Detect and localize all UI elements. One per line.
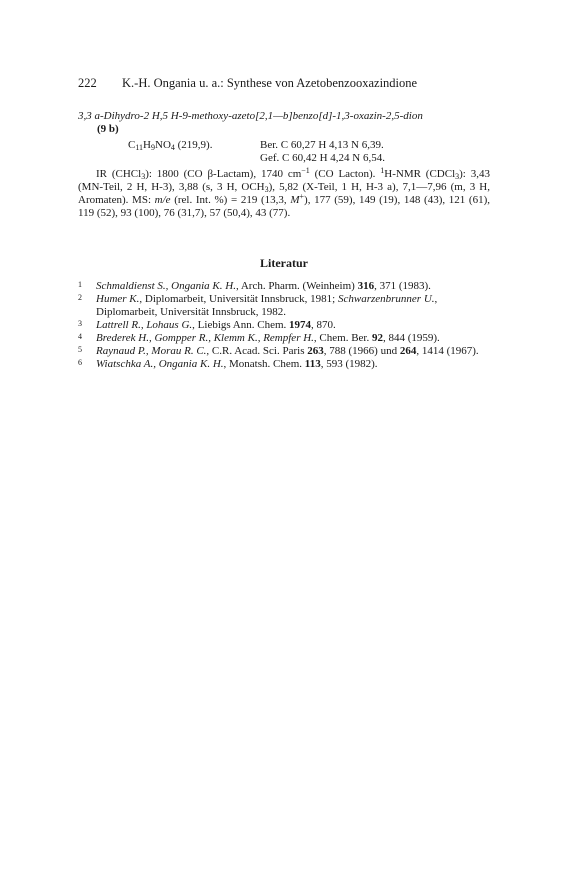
analysis-calc-row bbox=[128, 139, 385, 152]
molar-mass: (219,9). bbox=[177, 139, 213, 151]
reference-item: 6 Wiatschka A., Ongania K. H., Monatsh. Chem. 113, 593 (1982). bbox=[78, 358, 378, 370]
literature-heading: Literatur bbox=[260, 256, 308, 270]
found-values: Gef. C 60,42 H 4,24 N 6,54. bbox=[260, 152, 385, 164]
page-number: 222 bbox=[78, 76, 97, 90]
reference-list bbox=[78, 280, 490, 371]
reference-item: 5 Raynaud P., Morau R. C., C.R. Acad. Sci. Paris 263, 788 (1966) und 264, 1414 (1967). bbox=[78, 345, 479, 357]
running-header bbox=[78, 76, 498, 91]
reference-item: 3 Lattrell R., Lohaus G., Liebigs Ann. Chem. 1974, 870. bbox=[78, 319, 336, 331]
spectral-data: IR (CHCl$_3$): 1800 (CO β-Lactam), 1740 $cm^{-1}$ (CO Lacton). $^1$H-NMR (CDCl$_3$): 3,43 (MN-Teil, 2 H, H-3), 3,88 (s, 3 H, $OCH_3$), 5,82 (X-Teil, 1 H, H-3 a), 7,1—7,96 (m, 3 H, Aromaten). MS: m/e (rel. Int. %) = 219 (13,3, M+), 177 (59), 149 (19), 148 (43), 121 (61), 119 (52), 93 (100), 76 (31,7), 57 (50,4), 43 (77). bbox=[78, 166, 491, 219]
running-title: K.-H. Ongania u. a.: Synthese von Azetobenzooxazindione bbox=[122, 76, 418, 90]
molecular-formula: $C_{11}H_9NO_4$ (219,9). bbox=[128, 139, 213, 152]
reference-item: 1 Schmaldienst S., Ongania K. H., Arch. Pharm. (Weinheim) 316, 371 (1983). bbox=[78, 280, 431, 292]
compound-name: 3,3 a-Dihydro-2 H,5 H-9-methoxy-azeto[2,1—b]benzo[d]-1,3-oxazin-2,5-dion bbox=[78, 110, 423, 122]
calculated-values: Ber. C 60,27 H 4,13 N 6,39. bbox=[260, 139, 384, 151]
reference-item: 2 Humer K., Diplomarbeit, Universität Innsbruck, 1981; Schwarzenbrunner U., Diplomarbeit, Universität Innsbruck, 1982. bbox=[78, 293, 438, 318]
elemental-analysis bbox=[128, 139, 385, 165]
compound-label: (9 b) bbox=[97, 123, 119, 135]
reference-item: 4 Brederek H., Gompper R., Klemm K., Rempfer H., Chem. Ber. 92, 844 (1959). bbox=[78, 332, 440, 344]
